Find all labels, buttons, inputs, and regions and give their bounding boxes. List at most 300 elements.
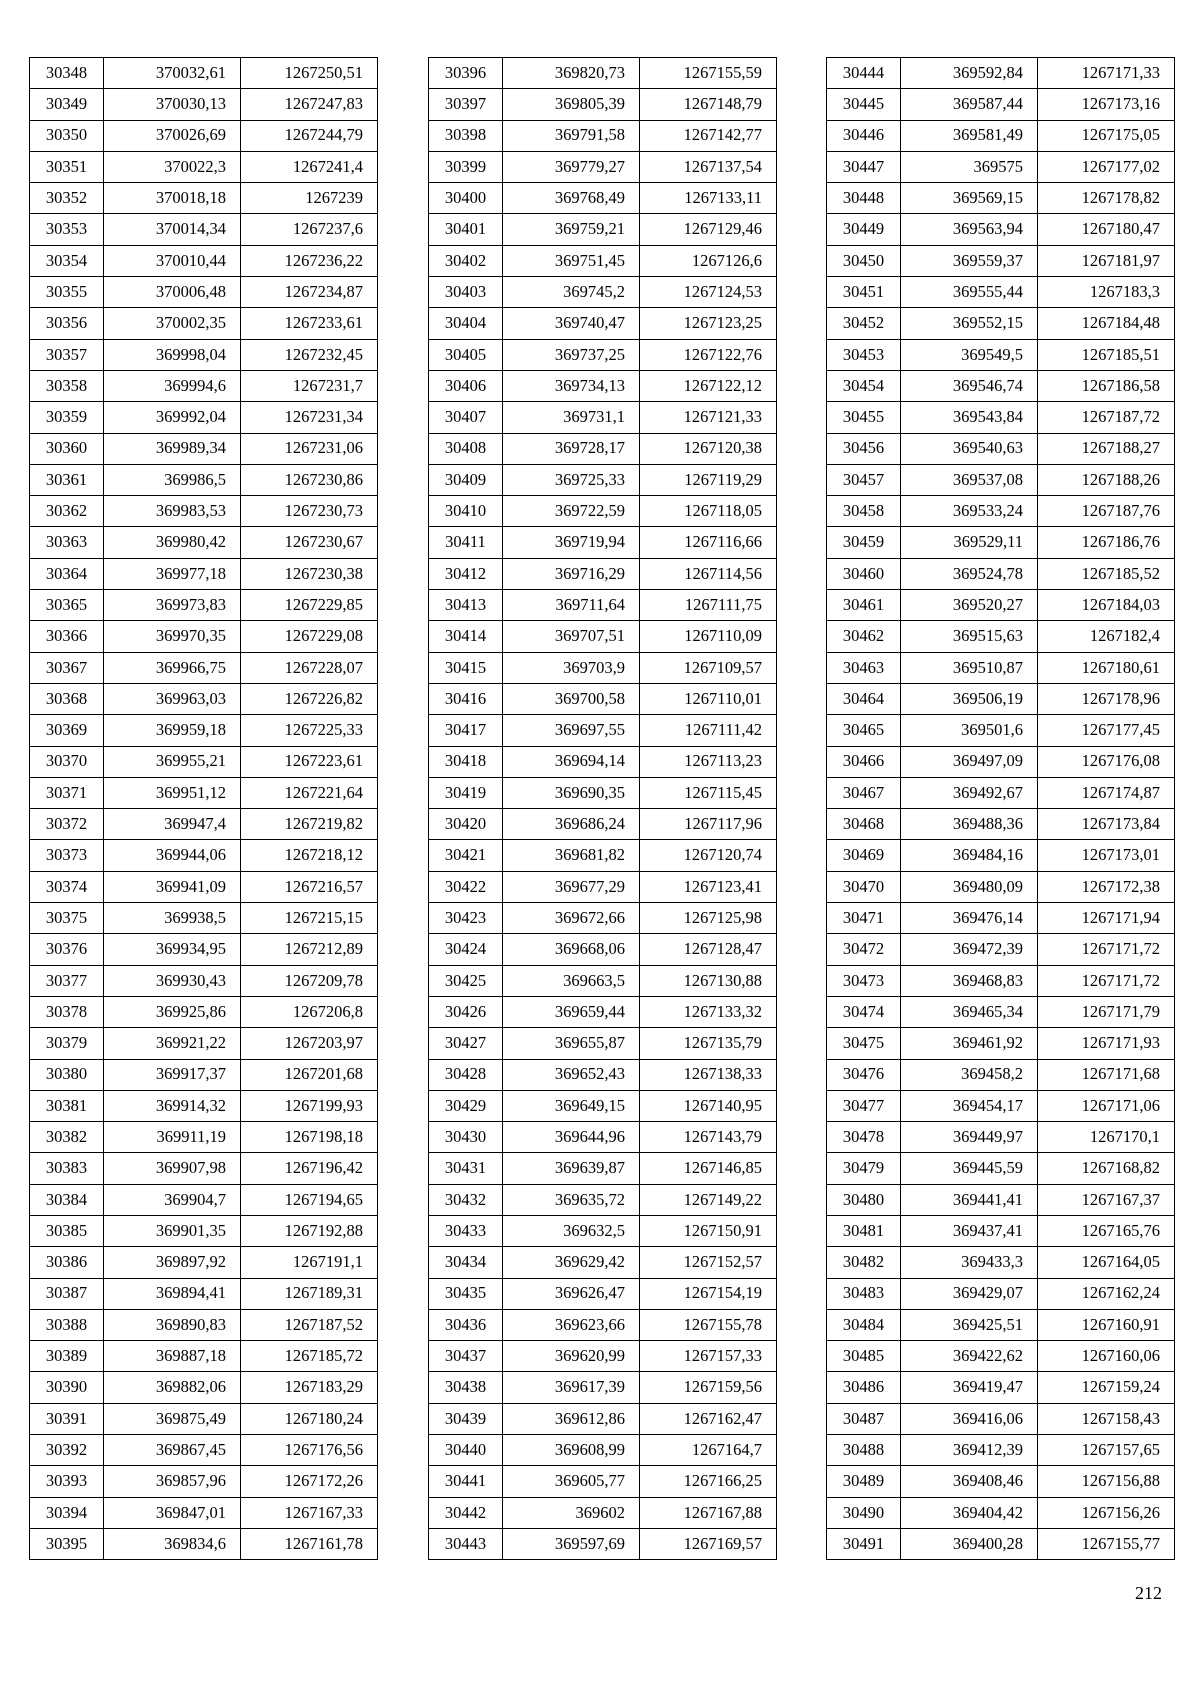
coordinate-table-body xyxy=(827,58,1175,1560)
table-row xyxy=(429,89,777,120)
table-row xyxy=(429,934,777,965)
x-coordinate-cell: 369592,84 xyxy=(901,58,1038,89)
y-coordinate-cell: 1267215,15 xyxy=(241,903,378,934)
table-row xyxy=(30,1341,378,1372)
table-row xyxy=(30,464,378,495)
table-row xyxy=(429,558,777,589)
y-coordinate-cell: 1267225,33 xyxy=(241,715,378,746)
table-row xyxy=(827,746,1175,777)
point-id-cell: 30485 xyxy=(827,1341,901,1372)
y-coordinate-cell: 1267185,52 xyxy=(1038,558,1175,589)
point-id-cell: 30449 xyxy=(827,214,901,245)
point-id-cell: 30387 xyxy=(30,1278,104,1309)
table-row xyxy=(429,370,777,401)
y-coordinate-cell: 1267121,33 xyxy=(640,402,777,433)
y-coordinate-cell: 1267173,01 xyxy=(1038,840,1175,871)
point-id-cell: 30356 xyxy=(30,308,104,339)
x-coordinate-cell: 370018,18 xyxy=(104,183,241,214)
point-id-cell: 30353 xyxy=(30,214,104,245)
x-coordinate-cell: 369980,42 xyxy=(104,527,241,558)
table-row xyxy=(827,151,1175,182)
x-coordinate-cell: 369911,19 xyxy=(104,1122,241,1153)
point-id-cell: 30395 xyxy=(30,1528,104,1559)
table-row xyxy=(30,183,378,214)
table-row xyxy=(30,402,378,433)
y-coordinate-cell: 1267221,64 xyxy=(241,777,378,808)
x-coordinate-cell: 369768,49 xyxy=(503,183,640,214)
table-row xyxy=(827,1497,1175,1528)
table-row xyxy=(429,746,777,777)
point-id-cell: 30471 xyxy=(827,903,901,934)
point-id-cell: 30392 xyxy=(30,1435,104,1466)
y-coordinate-cell: 1267188,26 xyxy=(1038,464,1175,495)
x-coordinate-cell: 369458,2 xyxy=(901,1059,1038,1090)
y-coordinate-cell: 1267180,61 xyxy=(1038,652,1175,683)
point-id-cell: 30448 xyxy=(827,183,901,214)
y-coordinate-cell: 1267241,4 xyxy=(241,151,378,182)
table-row xyxy=(827,308,1175,339)
y-coordinate-cell: 1267230,67 xyxy=(241,527,378,558)
y-coordinate-cell: 1267159,24 xyxy=(1038,1372,1175,1403)
point-id-cell: 30476 xyxy=(827,1059,901,1090)
y-coordinate-cell: 1267189,31 xyxy=(241,1278,378,1309)
x-coordinate-cell: 369703,9 xyxy=(503,652,640,683)
point-id-cell: 30479 xyxy=(827,1153,901,1184)
table-row xyxy=(827,496,1175,527)
y-coordinate-cell: 1267185,51 xyxy=(1038,339,1175,370)
x-coordinate-cell: 369623,66 xyxy=(503,1309,640,1340)
y-coordinate-cell: 1267171,68 xyxy=(1038,1059,1175,1090)
y-coordinate-cell: 1267239 xyxy=(241,183,378,214)
x-coordinate-cell: 369559,37 xyxy=(901,245,1038,276)
point-id-cell: 30374 xyxy=(30,871,104,902)
y-coordinate-cell: 1267176,08 xyxy=(1038,746,1175,777)
point-id-cell: 30430 xyxy=(429,1122,503,1153)
y-coordinate-cell: 1267178,96 xyxy=(1038,683,1175,714)
x-coordinate-cell: 369480,09 xyxy=(901,871,1038,902)
point-id-cell: 30370 xyxy=(30,746,104,777)
table-row xyxy=(30,1309,378,1340)
y-coordinate-cell: 1267228,07 xyxy=(241,652,378,683)
x-coordinate-cell: 369587,44 xyxy=(901,89,1038,120)
x-coordinate-cell: 369759,21 xyxy=(503,214,640,245)
x-coordinate-cell: 369725,33 xyxy=(503,464,640,495)
x-coordinate-cell: 369751,45 xyxy=(503,245,640,276)
table-row xyxy=(827,1466,1175,1497)
point-id-cell: 30464 xyxy=(827,683,901,714)
y-coordinate-cell: 1267109,57 xyxy=(640,652,777,683)
table-row xyxy=(429,120,777,151)
point-id-cell: 30414 xyxy=(429,621,503,652)
point-id-cell: 30424 xyxy=(429,934,503,965)
point-id-cell: 30369 xyxy=(30,715,104,746)
y-coordinate-cell: 1267209,78 xyxy=(241,965,378,996)
point-id-cell: 30441 xyxy=(429,1466,503,1497)
table-row xyxy=(429,464,777,495)
x-coordinate-cell: 369857,96 xyxy=(104,1466,241,1497)
point-id-cell: 30486 xyxy=(827,1372,901,1403)
point-id-cell: 30432 xyxy=(429,1184,503,1215)
point-id-cell: 30361 xyxy=(30,464,104,495)
y-coordinate-cell: 1267230,38 xyxy=(241,558,378,589)
table-row xyxy=(827,277,1175,308)
point-id-cell: 30388 xyxy=(30,1309,104,1340)
point-id-cell: 30443 xyxy=(429,1528,503,1559)
table-row xyxy=(429,1341,777,1372)
point-id-cell: 30438 xyxy=(429,1372,503,1403)
x-coordinate-cell: 369510,87 xyxy=(901,652,1038,683)
x-coordinate-cell: 369930,43 xyxy=(104,965,241,996)
table-row xyxy=(30,590,378,621)
x-coordinate-cell: 369677,29 xyxy=(503,871,640,902)
x-coordinate-cell: 370010,44 xyxy=(104,245,241,276)
table-row xyxy=(30,996,378,1027)
x-coordinate-cell: 369719,94 xyxy=(503,527,640,558)
y-coordinate-cell: 1267126,6 xyxy=(640,245,777,276)
x-coordinate-cell: 369947,4 xyxy=(104,809,241,840)
point-id-cell: 30355 xyxy=(30,277,104,308)
x-coordinate-cell: 369629,42 xyxy=(503,1247,640,1278)
table-row xyxy=(30,683,378,714)
table-row xyxy=(827,58,1175,89)
x-coordinate-cell: 369652,43 xyxy=(503,1059,640,1090)
y-coordinate-cell: 1267183,29 xyxy=(241,1372,378,1403)
y-coordinate-cell: 1267148,79 xyxy=(640,89,777,120)
point-id-cell: 30402 xyxy=(429,245,503,276)
point-id-cell: 30456 xyxy=(827,433,901,464)
x-coordinate-cell: 369569,15 xyxy=(901,183,1038,214)
y-coordinate-cell: 1267150,91 xyxy=(640,1215,777,1246)
x-coordinate-cell: 369441,41 xyxy=(901,1184,1038,1215)
y-coordinate-cell: 1267181,97 xyxy=(1038,245,1175,276)
point-id-cell: 30428 xyxy=(429,1059,503,1090)
x-coordinate-cell: 369549,5 xyxy=(901,339,1038,370)
table-row xyxy=(429,1122,777,1153)
table-row xyxy=(827,89,1175,120)
y-coordinate-cell: 1267117,96 xyxy=(640,809,777,840)
x-coordinate-cell: 369412,39 xyxy=(901,1435,1038,1466)
point-id-cell: 30383 xyxy=(30,1153,104,1184)
table-row xyxy=(827,652,1175,683)
point-id-cell: 30425 xyxy=(429,965,503,996)
y-coordinate-cell: 1267185,72 xyxy=(241,1341,378,1372)
table-row xyxy=(429,277,777,308)
x-coordinate-cell: 370022,3 xyxy=(104,151,241,182)
y-coordinate-cell: 1267167,37 xyxy=(1038,1184,1175,1215)
table-row xyxy=(827,621,1175,652)
point-id-cell: 30450 xyxy=(827,245,901,276)
point-id-cell: 30461 xyxy=(827,590,901,621)
x-coordinate-cell: 369468,83 xyxy=(901,965,1038,996)
point-id-cell: 30399 xyxy=(429,151,503,182)
y-coordinate-cell: 1267129,46 xyxy=(640,214,777,245)
y-coordinate-cell: 1267177,02 xyxy=(1038,151,1175,182)
point-id-cell: 30380 xyxy=(30,1059,104,1090)
x-coordinate-cell: 369690,35 xyxy=(503,777,640,808)
y-coordinate-cell: 1267158,43 xyxy=(1038,1403,1175,1434)
table-row xyxy=(429,1059,777,1090)
y-coordinate-cell: 1267120,38 xyxy=(640,433,777,464)
point-id-cell: 30359 xyxy=(30,402,104,433)
point-id-cell: 30410 xyxy=(429,496,503,527)
point-id-cell: 30426 xyxy=(429,996,503,1027)
x-coordinate-cell: 369681,82 xyxy=(503,840,640,871)
y-coordinate-cell: 1267203,97 xyxy=(241,1028,378,1059)
table-row xyxy=(429,496,777,527)
point-id-cell: 30405 xyxy=(429,339,503,370)
y-coordinate-cell: 1267176,56 xyxy=(241,1435,378,1466)
point-id-cell: 30382 xyxy=(30,1122,104,1153)
table-row xyxy=(429,151,777,182)
table-row xyxy=(429,1309,777,1340)
table-row xyxy=(827,1528,1175,1559)
table-row xyxy=(827,527,1175,558)
coordinate-table-3 xyxy=(826,57,1175,1560)
x-coordinate-cell: 369484,16 xyxy=(901,840,1038,871)
y-coordinate-cell: 1267173,84 xyxy=(1038,809,1175,840)
table-row xyxy=(30,840,378,871)
x-coordinate-cell: 369612,86 xyxy=(503,1403,640,1434)
point-id-cell: 30477 xyxy=(827,1090,901,1121)
x-coordinate-cell: 370026,69 xyxy=(104,120,241,151)
x-coordinate-cell: 369941,09 xyxy=(104,871,241,902)
point-id-cell: 30403 xyxy=(429,277,503,308)
point-id-cell: 30478 xyxy=(827,1122,901,1153)
point-id-cell: 30460 xyxy=(827,558,901,589)
x-coordinate-cell: 369659,44 xyxy=(503,996,640,1027)
table-row xyxy=(429,1435,777,1466)
table-row xyxy=(827,433,1175,464)
y-coordinate-cell: 1267184,03 xyxy=(1038,590,1175,621)
table-row xyxy=(30,903,378,934)
y-coordinate-cell: 1267110,01 xyxy=(640,683,777,714)
y-coordinate-cell: 1267164,7 xyxy=(640,1435,777,1466)
point-id-cell: 30389 xyxy=(30,1341,104,1372)
y-coordinate-cell: 1267172,26 xyxy=(241,1466,378,1497)
x-coordinate-cell: 369529,11 xyxy=(901,527,1038,558)
point-id-cell: 30465 xyxy=(827,715,901,746)
x-coordinate-cell: 369959,18 xyxy=(104,715,241,746)
y-coordinate-cell: 1267170,1 xyxy=(1038,1122,1175,1153)
y-coordinate-cell: 1267175,05 xyxy=(1038,120,1175,151)
point-id-cell: 30433 xyxy=(429,1215,503,1246)
x-coordinate-cell: 369472,39 xyxy=(901,934,1038,965)
table-row xyxy=(429,339,777,370)
table-row xyxy=(827,840,1175,871)
y-coordinate-cell: 1267156,26 xyxy=(1038,1497,1175,1528)
table-row xyxy=(827,558,1175,589)
table-row xyxy=(30,1528,378,1559)
table-row xyxy=(827,590,1175,621)
y-coordinate-cell: 1267229,85 xyxy=(241,590,378,621)
y-coordinate-cell: 1267229,08 xyxy=(241,621,378,652)
point-id-cell: 30407 xyxy=(429,402,503,433)
table-row xyxy=(30,214,378,245)
y-coordinate-cell: 1267188,27 xyxy=(1038,433,1175,464)
y-coordinate-cell: 1267130,88 xyxy=(640,965,777,996)
y-coordinate-cell: 1267162,47 xyxy=(640,1403,777,1434)
y-coordinate-cell: 1267154,19 xyxy=(640,1278,777,1309)
table-row xyxy=(429,871,777,902)
point-id-cell: 30468 xyxy=(827,809,901,840)
point-id-cell: 30421 xyxy=(429,840,503,871)
y-coordinate-cell: 1267212,89 xyxy=(241,934,378,965)
x-coordinate-cell: 369602 xyxy=(503,1497,640,1528)
x-coordinate-cell: 370006,48 xyxy=(104,277,241,308)
table-row xyxy=(30,1435,378,1466)
point-id-cell: 30472 xyxy=(827,934,901,965)
x-coordinate-cell: 369552,15 xyxy=(901,308,1038,339)
x-coordinate-cell: 369506,19 xyxy=(901,683,1038,714)
table-row xyxy=(827,1090,1175,1121)
table-row xyxy=(30,339,378,370)
point-id-cell: 30427 xyxy=(429,1028,503,1059)
x-coordinate-cell: 369875,49 xyxy=(104,1403,241,1434)
point-id-cell: 30458 xyxy=(827,496,901,527)
y-coordinate-cell: 1267119,29 xyxy=(640,464,777,495)
table-row xyxy=(429,308,777,339)
point-id-cell: 30360 xyxy=(30,433,104,464)
y-coordinate-cell: 1267244,79 xyxy=(241,120,378,151)
y-coordinate-cell: 1267133,32 xyxy=(640,996,777,1027)
table-row xyxy=(30,151,378,182)
y-coordinate-cell: 1267125,98 xyxy=(640,903,777,934)
table-row xyxy=(827,1059,1175,1090)
point-id-cell: 30454 xyxy=(827,370,901,401)
point-id-cell: 30391 xyxy=(30,1403,104,1434)
x-coordinate-cell: 369668,06 xyxy=(503,934,640,965)
y-coordinate-cell: 1267226,82 xyxy=(241,683,378,714)
x-coordinate-cell: 369917,37 xyxy=(104,1059,241,1090)
point-id-cell: 30371 xyxy=(30,777,104,808)
y-coordinate-cell: 1267149,22 xyxy=(640,1184,777,1215)
y-coordinate-cell: 1267223,61 xyxy=(241,746,378,777)
y-coordinate-cell: 1267171,33 xyxy=(1038,58,1175,89)
point-id-cell: 30348 xyxy=(30,58,104,89)
table-row xyxy=(30,965,378,996)
x-coordinate-cell: 369989,34 xyxy=(104,433,241,464)
table-row xyxy=(429,840,777,871)
y-coordinate-cell: 1267122,76 xyxy=(640,339,777,370)
x-coordinate-cell: 369970,35 xyxy=(104,621,241,652)
point-id-cell: 30466 xyxy=(827,746,901,777)
y-coordinate-cell: 1267146,85 xyxy=(640,1153,777,1184)
point-id-cell: 30386 xyxy=(30,1247,104,1278)
x-coordinate-cell: 369904,7 xyxy=(104,1184,241,1215)
y-coordinate-cell: 1267155,59 xyxy=(640,58,777,89)
table-row xyxy=(30,1247,378,1278)
y-coordinate-cell: 1267187,52 xyxy=(241,1309,378,1340)
point-id-cell: 30390 xyxy=(30,1372,104,1403)
point-id-cell: 30379 xyxy=(30,1028,104,1059)
x-coordinate-cell: 369644,96 xyxy=(503,1122,640,1153)
table-row xyxy=(30,1122,378,1153)
point-id-cell: 30365 xyxy=(30,590,104,621)
y-coordinate-cell: 1267236,22 xyxy=(241,245,378,276)
x-coordinate-cell: 369563,94 xyxy=(901,214,1038,245)
y-coordinate-cell: 1267157,33 xyxy=(640,1341,777,1372)
table-row xyxy=(429,621,777,652)
x-coordinate-cell: 369422,62 xyxy=(901,1341,1038,1372)
x-coordinate-cell: 369445,59 xyxy=(901,1153,1038,1184)
y-coordinate-cell: 1267231,7 xyxy=(241,370,378,401)
table-row xyxy=(429,1528,777,1559)
point-id-cell: 30352 xyxy=(30,183,104,214)
point-id-cell: 30446 xyxy=(827,120,901,151)
point-id-cell: 30416 xyxy=(429,683,503,714)
x-coordinate-cell: 369977,18 xyxy=(104,558,241,589)
table-row xyxy=(827,1215,1175,1246)
y-coordinate-cell: 1267183,3 xyxy=(1038,277,1175,308)
point-id-cell: 30351 xyxy=(30,151,104,182)
point-id-cell: 30440 xyxy=(429,1435,503,1466)
y-coordinate-cell: 1267196,42 xyxy=(241,1153,378,1184)
x-coordinate-cell: 369672,66 xyxy=(503,903,640,934)
y-coordinate-cell: 1267156,88 xyxy=(1038,1466,1175,1497)
y-coordinate-cell: 1267192,88 xyxy=(241,1215,378,1246)
y-coordinate-cell: 1267174,87 xyxy=(1038,777,1175,808)
point-id-cell: 30491 xyxy=(827,1528,901,1559)
x-coordinate-cell: 369575 xyxy=(901,151,1038,182)
table-row xyxy=(827,120,1175,151)
x-coordinate-cell: 369834,6 xyxy=(104,1528,241,1559)
point-id-cell: 30420 xyxy=(429,809,503,840)
point-id-cell: 30445 xyxy=(827,89,901,120)
point-id-cell: 30435 xyxy=(429,1278,503,1309)
point-id-cell: 30419 xyxy=(429,777,503,808)
point-id-cell: 30467 xyxy=(827,777,901,808)
point-id-cell: 30358 xyxy=(30,370,104,401)
y-coordinate-cell: 1267184,48 xyxy=(1038,308,1175,339)
table-row xyxy=(429,590,777,621)
point-id-cell: 30451 xyxy=(827,277,901,308)
y-coordinate-cell: 1267143,79 xyxy=(640,1122,777,1153)
point-id-cell: 30423 xyxy=(429,903,503,934)
table-row xyxy=(30,715,378,746)
y-coordinate-cell: 1267231,34 xyxy=(241,402,378,433)
x-coordinate-cell: 369635,72 xyxy=(503,1184,640,1215)
y-coordinate-cell: 1267206,8 xyxy=(241,996,378,1027)
table-row xyxy=(827,683,1175,714)
table-row xyxy=(429,996,777,1027)
table-row xyxy=(827,715,1175,746)
x-coordinate-cell: 369546,74 xyxy=(901,370,1038,401)
point-id-cell: 30469 xyxy=(827,840,901,871)
y-coordinate-cell: 1267118,05 xyxy=(640,496,777,527)
point-id-cell: 30368 xyxy=(30,683,104,714)
x-coordinate-cell: 369597,69 xyxy=(503,1528,640,1559)
y-coordinate-cell: 1267164,05 xyxy=(1038,1247,1175,1278)
x-coordinate-cell: 369419,47 xyxy=(901,1372,1038,1403)
x-coordinate-cell: 370014,34 xyxy=(104,214,241,245)
table-row xyxy=(429,965,777,996)
table-row xyxy=(827,214,1175,245)
y-coordinate-cell: 1267218,12 xyxy=(241,840,378,871)
point-id-cell: 30418 xyxy=(429,746,503,777)
x-coordinate-cell: 369907,98 xyxy=(104,1153,241,1184)
x-coordinate-cell: 369416,06 xyxy=(901,1403,1038,1434)
y-coordinate-cell: 1267187,72 xyxy=(1038,402,1175,433)
y-coordinate-cell: 1267233,61 xyxy=(241,308,378,339)
y-coordinate-cell: 1267178,82 xyxy=(1038,183,1175,214)
y-coordinate-cell: 1267122,12 xyxy=(640,370,777,401)
table-row xyxy=(429,715,777,746)
point-id-cell: 30366 xyxy=(30,621,104,652)
y-coordinate-cell: 1267173,16 xyxy=(1038,89,1175,120)
point-id-cell: 30375 xyxy=(30,903,104,934)
table-row xyxy=(429,245,777,276)
x-coordinate-cell: 369887,18 xyxy=(104,1341,241,1372)
